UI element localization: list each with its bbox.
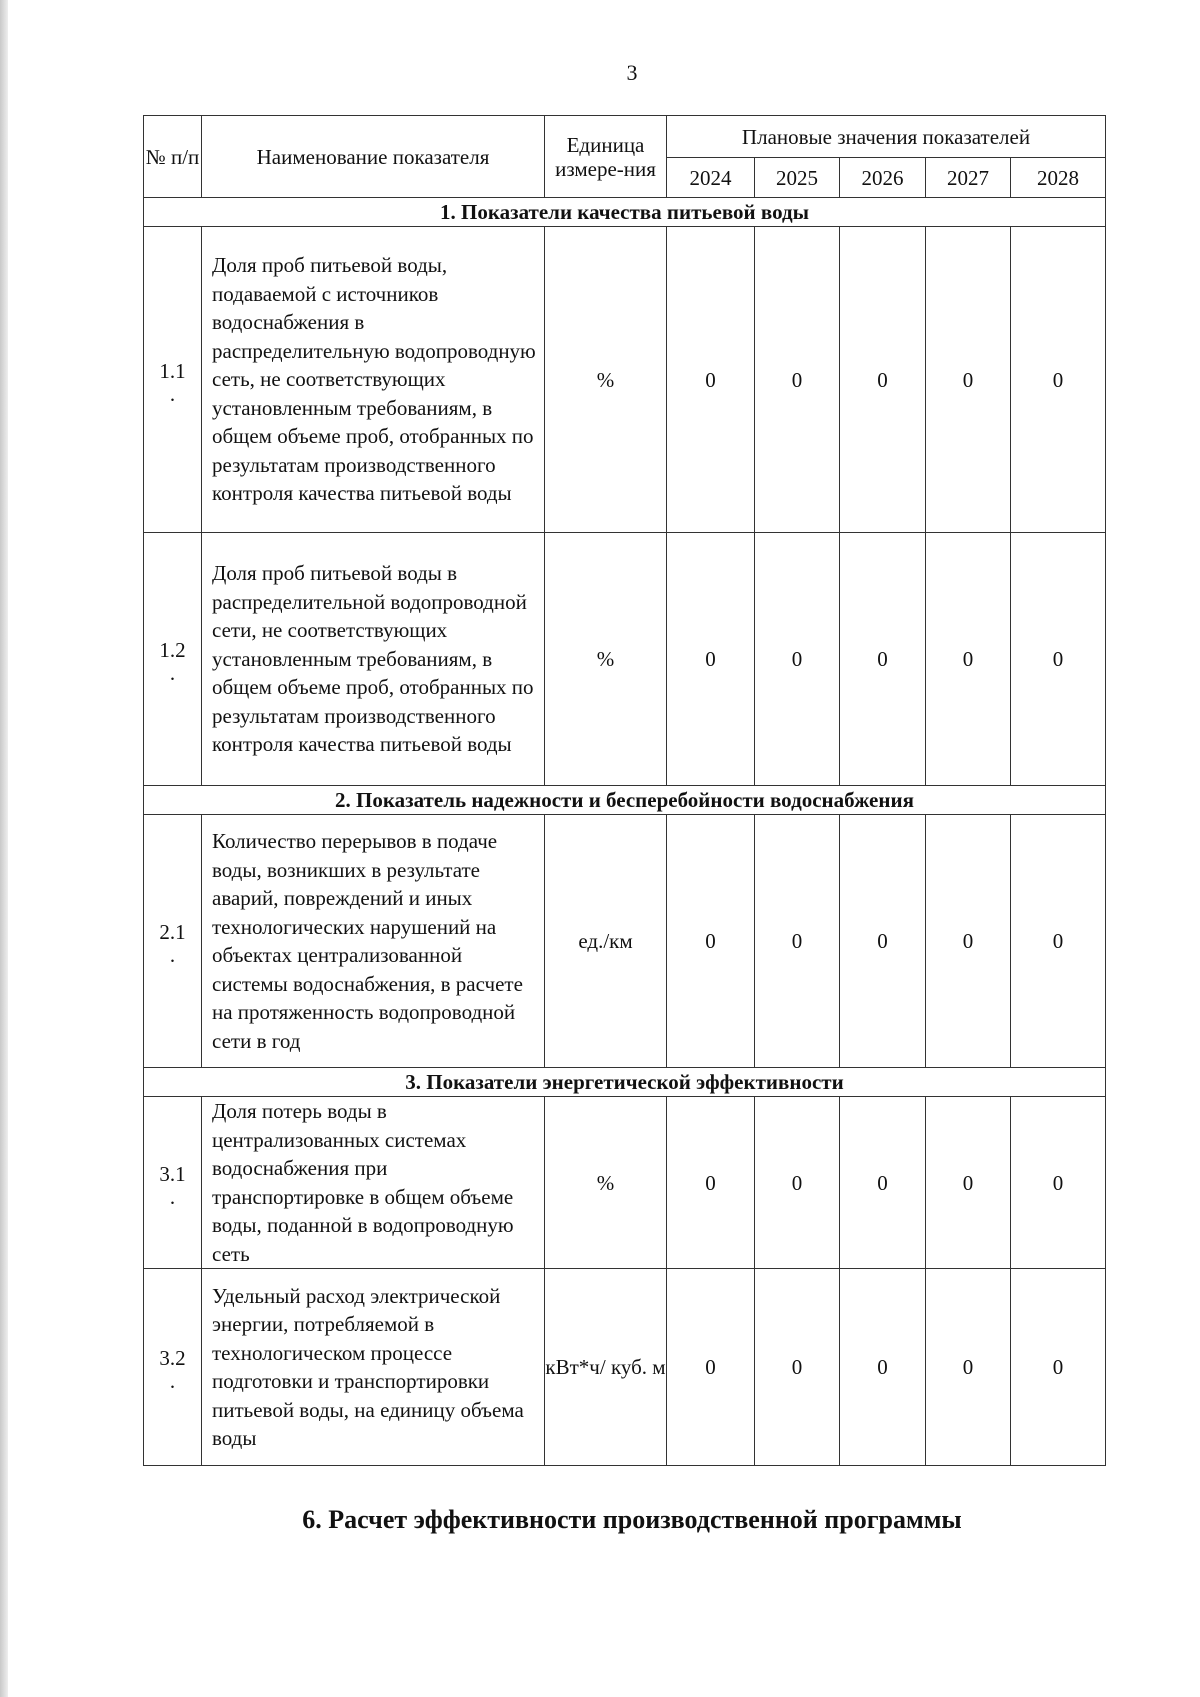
- indicator-unit: %: [545, 1097, 667, 1269]
- section-heading: 6. Расчет эффективности производственной программы: [302, 1505, 962, 1534]
- value-cell: 0: [840, 815, 926, 1068]
- value-cell: 0: [667, 1097, 755, 1269]
- section-header: 1. Показатели качества питьевой воды: [144, 198, 1106, 227]
- value-cell: 0: [755, 815, 840, 1068]
- value-cell: 0: [840, 1097, 926, 1269]
- indicator-unit: кВт*ч/ куб. м: [545, 1269, 667, 1466]
- value-cell: 0: [926, 227, 1011, 533]
- row-number: [144, 1269, 202, 1466]
- header-planned: Плановые значения показателей: [667, 116, 1106, 158]
- value-cell: 0: [926, 815, 1011, 1068]
- row-number-dot: .: [169, 943, 176, 967]
- header-year: 2026: [840, 158, 926, 198]
- header-num: № п/п: [144, 116, 202, 198]
- page-number: 3: [626, 60, 638, 85]
- value-cell: 0: [667, 815, 755, 1068]
- value-cell: 0: [667, 533, 755, 786]
- value-cell: 0: [667, 227, 755, 533]
- row-number: [144, 227, 202, 533]
- value-cell: 0: [1011, 227, 1106, 533]
- value-cell: 0: [926, 533, 1011, 786]
- value-cell: 0: [1011, 533, 1106, 786]
- value-cell: 0: [755, 227, 840, 533]
- indicators-table: [143, 115, 1106, 1466]
- row-number-text: 1.1: [159, 358, 186, 383]
- row-number-dot: .: [169, 381, 176, 406]
- row-number-dot: .: [169, 1369, 176, 1393]
- indicator-name: Доля проб питьевой воды в распределительной водопроводной сети, не соответствующих установленным требованиям, в общем объеме проб, отобранных по результатам производственного контроля качества питьевой воды: [202, 533, 545, 786]
- scan-edge: [0, 0, 8, 1697]
- value-cell: 0: [926, 1097, 1011, 1269]
- value-cell: 0: [840, 533, 926, 786]
- row-number-text: 2.1: [159, 920, 186, 944]
- section-header: 3. Показатели энергетической эффективности: [144, 1068, 1106, 1097]
- value-cell: 0: [1011, 815, 1106, 1068]
- header-name: Наименование показателя: [202, 116, 545, 198]
- indicator-name: Доля проб питьевой воды, подаваемой с источников водоснабжения в распределительную водопроводную сеть, не соответствующих установленным требованиям, в общем объеме проб, отобранных по результатам производственного контроля качества питьевой воды: [202, 227, 545, 533]
- value-cell: 0: [1011, 1097, 1106, 1269]
- value-cell: 0: [926, 1269, 1011, 1466]
- row-number: [144, 533, 202, 786]
- value-cell: 0: [667, 1269, 755, 1466]
- header-year: 2027: [926, 158, 1011, 198]
- indicator-name: Удельный расход электрической энергии, потребляемой в технологическом процессе подготовки и транспортировки питьевой воды, на единицу объема воды: [202, 1269, 545, 1466]
- row-number: [144, 815, 202, 1068]
- header-year: 2025: [755, 158, 840, 198]
- value-cell: 0: [1011, 1269, 1106, 1466]
- row-number-dot: .: [169, 661, 176, 685]
- value-cell: 0: [755, 1097, 840, 1269]
- value-cell: 0: [840, 227, 926, 533]
- section-header: 2. Показатель надежности и бесперебойности водоснабжения: [144, 786, 1106, 815]
- row-number-text: 1.2: [159, 638, 186, 662]
- value-cell: 0: [755, 1269, 840, 1466]
- value-cell: 0: [840, 1269, 926, 1466]
- row-number: [144, 1097, 202, 1269]
- indicator-unit: %: [545, 533, 667, 786]
- indicator-unit: ед./км: [545, 815, 667, 1068]
- indicator-name: Количество перерывов в подаче воды, возникших в результате аварий, повреждений и иных технологических нарушений на объектах централизованной системы водоснабжения, в расчете на протяженность водопроводной сети в год: [202, 815, 545, 1068]
- row-number-dot: .: [169, 1184, 176, 1209]
- header-year: 2024: [667, 158, 755, 198]
- row-number-text: 3.1: [159, 1161, 186, 1186]
- header-unit: Единица измере-ния: [545, 116, 667, 198]
- header-year: 2028: [1011, 158, 1106, 198]
- indicator-name: Доля потерь воды в централизованных системах водоснабжения при транспортировке в общем объеме воды, поданной в водопроводную сеть: [202, 1097, 545, 1269]
- indicator-unit: %: [545, 227, 667, 533]
- row-number-text: 3.2: [159, 1346, 186, 1370]
- value-cell: 0: [755, 533, 840, 786]
